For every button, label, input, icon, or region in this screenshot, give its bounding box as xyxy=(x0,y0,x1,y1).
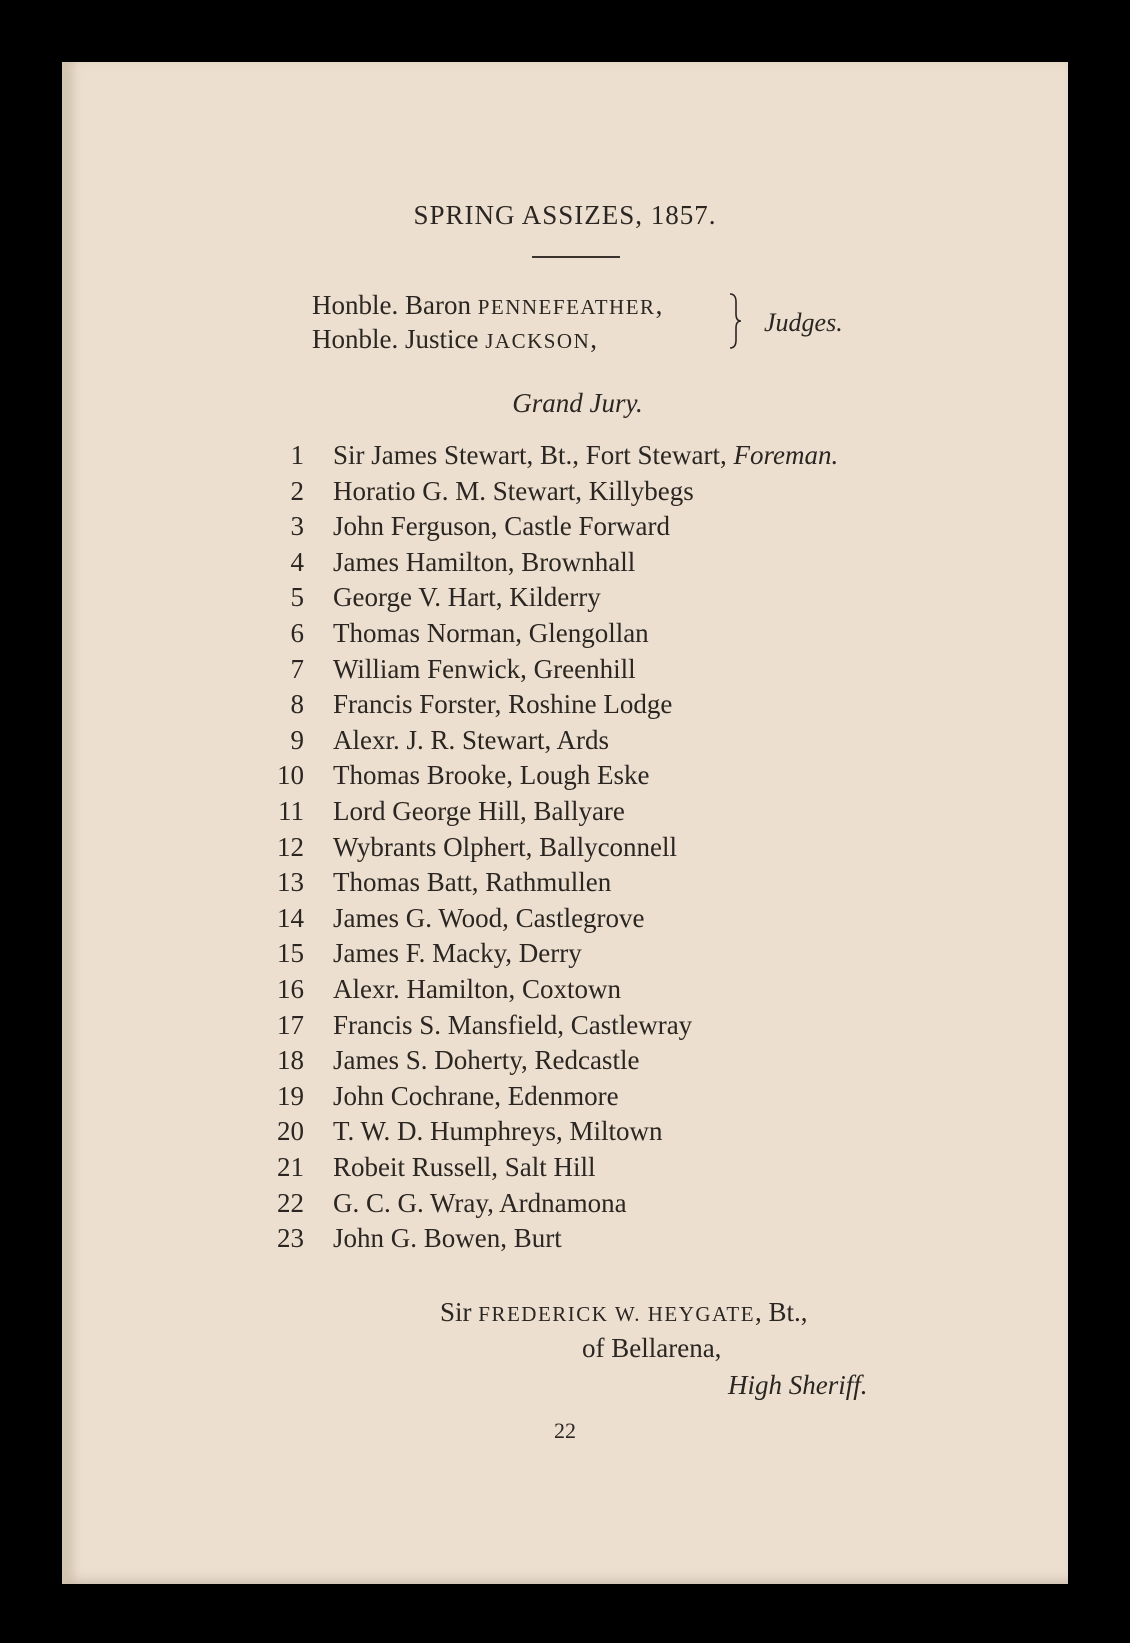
jury-row xyxy=(0,689,1130,723)
jury-member xyxy=(333,511,670,542)
jury-number: 17 xyxy=(277,1009,304,1040)
jury-member xyxy=(333,1010,692,1041)
jury-number: 21 xyxy=(277,1152,304,1182)
jury-number: 7 xyxy=(290,653,304,684)
jury-number: 20 xyxy=(277,1116,304,1147)
jury-number: 12 xyxy=(277,831,304,862)
jury-number: 19 xyxy=(277,1080,304,1111)
jury-row xyxy=(0,938,1130,972)
jury-row xyxy=(0,1152,1130,1186)
judge-1-suffix: , xyxy=(655,290,663,320)
jury-member-name: Thomas Norman, Glengollan xyxy=(333,618,649,648)
sheriff-line-2: of Bellarena, xyxy=(582,1333,722,1363)
judge-2-prefix: Honble. Justice xyxy=(312,324,486,354)
jury-row xyxy=(0,1223,1130,1257)
jury-row xyxy=(0,582,1130,616)
judges-label: Judges. xyxy=(764,308,843,337)
jury-member-name: John G. Bowen, Burt xyxy=(333,1223,562,1254)
jury-number: 3 xyxy=(290,511,304,542)
jury-member-name: Lord George Hill, Ballyare xyxy=(333,796,625,826)
jury-member xyxy=(333,832,677,863)
page-number: 22 xyxy=(554,1418,576,1443)
jury-member xyxy=(333,725,609,756)
jury-number: 16 xyxy=(277,974,304,1004)
grand-jury-heading: Grand Jury. xyxy=(512,388,643,418)
judge-line-2 xyxy=(312,324,597,355)
jury-row xyxy=(0,654,1130,688)
jury-member xyxy=(333,903,645,934)
sheriff-name: FREDERICK W. HEYGATE xyxy=(478,1302,756,1326)
jury-member-name: James Hamilton, Brownhall xyxy=(333,546,636,577)
jury-row xyxy=(0,511,1130,545)
jury-row xyxy=(0,796,1130,830)
jury-row xyxy=(0,974,1130,1008)
jury-number: 1 xyxy=(290,440,304,470)
jury-row xyxy=(0,547,1130,581)
jury-member-name: George V. Hart, Kilderry xyxy=(333,582,601,613)
heading-rule xyxy=(532,256,620,258)
jury-member xyxy=(333,1045,639,1076)
jury-member-role: Foreman. xyxy=(733,440,839,470)
jury-number: 8 xyxy=(290,689,304,720)
jury-member xyxy=(333,1223,562,1254)
jury-member xyxy=(333,1188,627,1219)
jury-member-name: James G. Wood, Castlegrove xyxy=(333,902,645,933)
jury-row xyxy=(0,760,1130,794)
jury-member xyxy=(333,796,625,827)
jury-member-name: T. W. D. Humphreys, Miltown xyxy=(333,1116,663,1147)
jury-member-name: James S. Doherty, Redcastle xyxy=(333,1045,640,1076)
jury-number: 10 xyxy=(277,760,304,791)
jury-row xyxy=(0,725,1130,759)
jury-number: 22 xyxy=(277,1187,304,1218)
jury-row xyxy=(0,903,1130,937)
jury-row xyxy=(0,1081,1130,1115)
jury-number: 15 xyxy=(277,938,304,969)
jury-member xyxy=(333,1081,619,1112)
jury-number: 23 xyxy=(277,1223,304,1254)
jury-row xyxy=(0,1116,1130,1150)
sheriff-line-1 xyxy=(440,1297,808,1328)
jury-member-name: Robeit Russell, Salt Hill xyxy=(333,1152,596,1182)
page-heading: SPRING ASSIZES, 1857. xyxy=(413,200,717,230)
jury-number: 4 xyxy=(290,546,304,577)
jury-row xyxy=(0,440,1130,474)
jury-member-name: Francis Forster, Roshine Lodge xyxy=(333,689,673,720)
jury-number: 11 xyxy=(278,796,304,826)
sheriff-prefix: Sir xyxy=(440,1297,479,1327)
jury-row xyxy=(0,476,1130,510)
jury-number: 14 xyxy=(277,902,304,933)
jury-member xyxy=(333,440,838,471)
jury-member-name: Wybrants Olphert, Ballyconnell xyxy=(333,831,678,862)
judge-line-1 xyxy=(312,290,662,321)
jury-member-name: William Fenwick, Greenhill xyxy=(333,653,636,684)
jury-member xyxy=(333,547,635,578)
jury-member-name: Alexr. Hamilton, Coxtown xyxy=(333,974,621,1004)
jury-member-name: James F. Macky, Derry xyxy=(333,938,582,969)
judge-2-suffix: , xyxy=(590,324,598,354)
jury-row xyxy=(0,1188,1130,1222)
jury-row xyxy=(0,1045,1130,1079)
jury-member xyxy=(333,974,621,1005)
sheriff-title: High Sheriff. xyxy=(728,1370,868,1400)
jury-row xyxy=(0,867,1130,901)
jury-row xyxy=(0,832,1130,866)
jury-member xyxy=(333,1152,596,1183)
judge-2-name: JACKSON xyxy=(485,329,591,353)
jury-member xyxy=(333,1116,663,1147)
jury-member xyxy=(333,867,611,898)
jury-member-name: John Ferguson, Castle Forward xyxy=(333,511,670,542)
jury-member-name: Thomas Brooke, Lough Eske xyxy=(333,760,650,791)
judges-brace xyxy=(728,292,742,350)
jury-member-name: John Cochrane, Edenmore xyxy=(333,1080,619,1111)
jury-member xyxy=(333,618,649,649)
jury-member-name: Thomas Batt, Rathmullen xyxy=(333,867,612,898)
jury-row xyxy=(0,1010,1130,1044)
jury-member-name: Francis S. Mansfield, Castlewray xyxy=(333,1009,693,1040)
jury-member-name: G. C. G. Wray, Ardnamona xyxy=(333,1187,627,1218)
sheriff-suffix: , Bt., xyxy=(755,1297,808,1327)
jury-member-name: Alexr. J. R. Stewart, Ards xyxy=(333,724,609,755)
jury-member xyxy=(333,582,601,613)
jury-member xyxy=(333,938,582,969)
jury-member xyxy=(333,654,636,685)
jury-number: 9 xyxy=(290,724,304,755)
jury-number: 5 xyxy=(290,582,304,613)
jury-number: 13 xyxy=(277,867,304,898)
judge-1-name: PENNEFEATHER xyxy=(477,295,656,319)
jury-member xyxy=(333,689,672,720)
jury-member xyxy=(333,760,649,791)
jury-number: 18 xyxy=(277,1045,304,1076)
jury-row xyxy=(0,618,1130,652)
jury-member-name: Sir James Stewart, Bt., Fort Stewart, xyxy=(333,440,734,470)
judge-1-prefix: Honble. Baron xyxy=(312,290,478,320)
jury-member-name: Horatio G. M. Stewart, Killybegs xyxy=(333,475,694,506)
jury-member xyxy=(333,476,694,507)
jury-number: 2 xyxy=(290,475,304,506)
jury-number: 6 xyxy=(290,618,304,648)
